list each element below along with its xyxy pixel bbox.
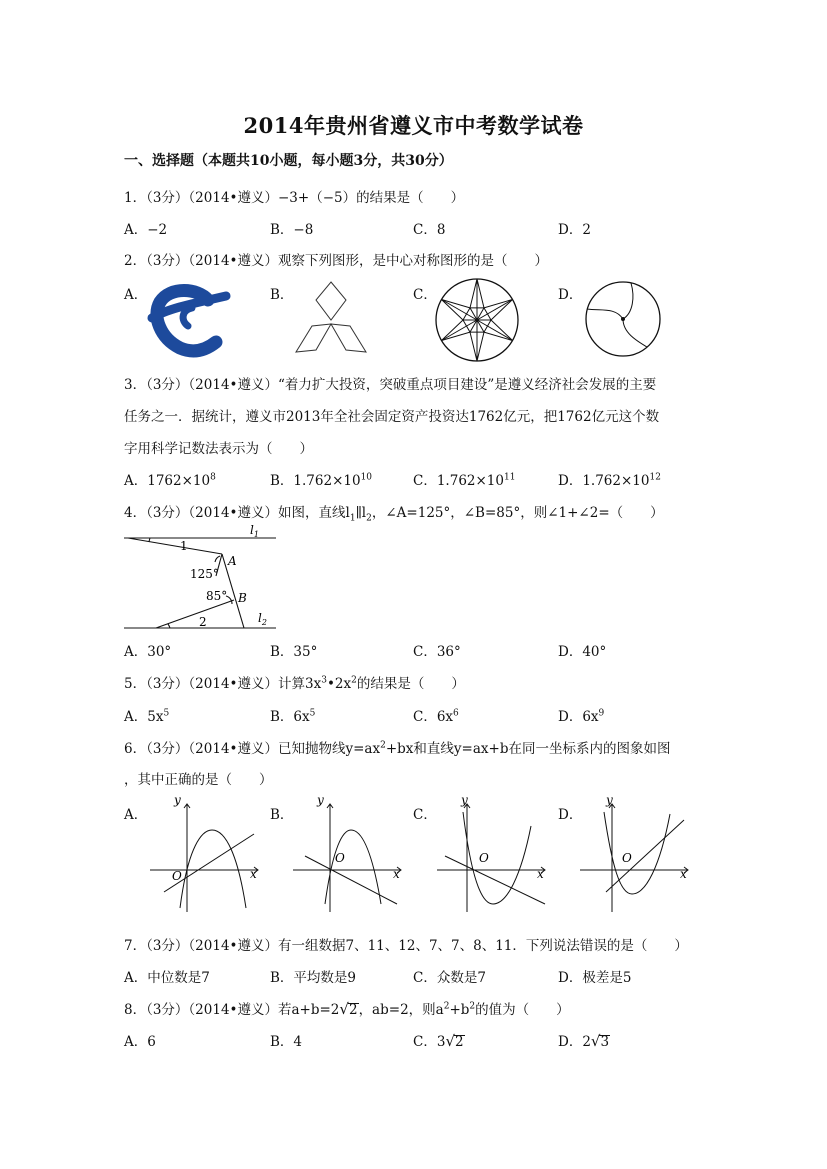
q5-option-c: C．$6x^6$ <box>413 708 459 725</box>
q4-option-b: B．35° <box>270 644 318 660</box>
star-inner-edge <box>484 320 491 332</box>
q3-option-a: A．$1762\times 10^8$ <box>124 472 216 489</box>
question-3-line-3: 字用科学记数法表示为（ ） <box>124 441 313 457</box>
q5-option-d: D．$6x^9$ <box>558 708 605 725</box>
q2-label-a: A． <box>124 287 148 303</box>
q3-option-d: D．$1.762\times 10^{12}$ <box>558 472 661 489</box>
q6-graph-a <box>150 793 265 914</box>
q4-option-a: A．30° <box>124 644 172 660</box>
q4-angle-a-value: 125° <box>190 567 219 581</box>
q7-option-a: A．中位数是7 <box>124 970 210 986</box>
q4-option-d: D．40° <box>558 644 607 660</box>
question-4: 4．（3分）（2014•遵义）如图，直线$l_1\parallel l_2$，∠A=125°，∠B=85°，则∠1+∠2=（ ） <box>124 505 664 524</box>
question-1: 1．（3分）（2014•遵义）−3+（−5）的结果是（ ） <box>124 190 465 206</box>
svg-text:y: y <box>174 793 181 807</box>
q4-angle-2-label: 2 <box>199 615 207 629</box>
q1-option-d: D．2 <box>558 222 591 238</box>
q4-line-l1-label: $l_1$ <box>250 523 259 539</box>
question-6-line-1: 6．（3分）（2014•遵义）已知抛物线$y=ax^2+bx$和直线y=ax+b在同一坐标系内的图象如图 <box>124 740 671 757</box>
q2-figure-d-swirl <box>584 280 662 358</box>
q2-figure-c-star <box>434 277 520 363</box>
q1-option-a: A．−2 <box>124 222 168 238</box>
star-inner-edge <box>463 308 470 320</box>
question-5: 5．（3分）（2014•遵义）计算$3x^3•2x^2$的结果是（ ） <box>124 675 465 692</box>
svg-text:O: O <box>335 851 345 865</box>
svg-text:y: y <box>461 793 468 807</box>
svg-text:O: O <box>172 869 182 883</box>
q3-option-c: C．$1.762\times 10^{11}$ <box>413 472 516 489</box>
q8-option-a: A．6 <box>124 1034 156 1050</box>
q1-option-c: C．8 <box>413 222 446 238</box>
question-3-line-2: 任务之一．据统计，遵义市2013年全社会固定资产投资达1762亿元，把1762亿元这个数 <box>124 409 660 425</box>
q6-label-a: A． <box>124 807 148 823</box>
q4-point-a-label: A <box>228 554 237 568</box>
q6-label-c: C． <box>413 807 437 823</box>
svg-text:x: x <box>250 867 257 881</box>
q4-point-b-label: B <box>238 591 247 605</box>
q2-label-c: C． <box>413 287 437 303</box>
question-3-line-1: 3．（3分）（2014•遵义）“着力扩大投资，突破重点项目建设”是遵义经济社会发展的主要 <box>124 377 657 393</box>
q1-option-b: B．−8 <box>270 222 314 238</box>
q7-option-d: D．极差是5 <box>558 970 632 986</box>
q7-option-b: B．平均数是9 <box>270 970 357 986</box>
q5-option-a: A．$5x^5$ <box>124 708 170 725</box>
svg-text:O: O <box>479 851 489 865</box>
q4-angle-1-label: 1 <box>180 539 188 553</box>
question-8: 8．（3分）（2014•遵义）若a+b=2√2，ab=2，则$a^2+b^2$的值为（ ） <box>124 1000 570 1018</box>
q4-option-c: C．36° <box>413 644 461 660</box>
q2-figure-b-rhombi <box>290 280 372 356</box>
svg-text:O: O <box>622 851 632 865</box>
q8-option-b: B．4 <box>270 1034 303 1050</box>
q3-option-b: B．$1.762\times 10^{10}$ <box>270 472 373 489</box>
question-6-line-2: ，其中正确的是（ ） <box>124 772 273 788</box>
svg-text:y: y <box>606 793 613 807</box>
section-heading: 一、选择题（本题共10小题，每小题3分，共30分） <box>124 153 453 169</box>
q6-graph-d <box>580 793 695 914</box>
q2-figure-a-logo <box>148 280 228 355</box>
svg-text:x: x <box>537 867 544 881</box>
q2-label-d: D． <box>558 287 583 303</box>
question-2: 2．（3分）（2014•遵义）观察下列图形，是中心对称图形的是（ ） <box>124 253 548 269</box>
q2-label-b: B． <box>270 287 294 303</box>
q8-option-c: C．3√2 <box>413 1032 464 1050</box>
q4-line-l2-label: $l_2$ <box>258 611 267 627</box>
svg-text:x: x <box>680 867 687 881</box>
q6-graph-c <box>437 793 552 914</box>
q4-figure <box>124 520 284 632</box>
question-7: 7．（3分）（2014•遵义）有一组数据7、11、12、7、7、8、11．下列说法错误的是（ ） <box>124 938 688 954</box>
svg-text:y: y <box>317 793 324 807</box>
q4-angle-b-value: 85° <box>206 589 228 603</box>
q6-label-b: B． <box>270 807 294 823</box>
q6-graph-b <box>293 793 408 914</box>
svg-text:x: x <box>393 867 400 881</box>
q8-option-d: D．2√3 <box>558 1032 610 1050</box>
star-inner-edge <box>463 320 470 332</box>
page-title: 2014年贵州省遵义市中考数学试卷 <box>243 113 584 138</box>
q7-option-c: C．众数是7 <box>413 970 486 986</box>
q5-option-b: B．$6x^5$ <box>270 708 316 725</box>
star-inner-edge <box>484 308 491 320</box>
q6-label-d: D． <box>558 807 583 823</box>
